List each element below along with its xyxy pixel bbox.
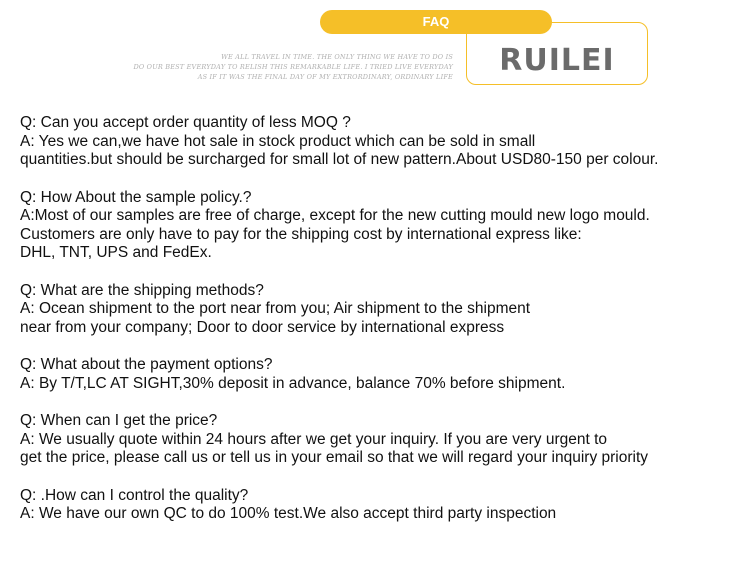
faq-answer-line: A: By T/T,LC AT SIGHT,30% deposit in advance, balance 70% before shipment. — [20, 374, 566, 392]
faq-answer-line: quantities.but should be surcharged for small lot of new pattern.About USD80-150 per colour. — [20, 151, 659, 168]
faq-question: Q: How About the sample policy.? — [20, 188, 252, 206]
faq-list — [20, 114, 740, 543]
faq-item-payment — [20, 356, 740, 393]
faq-answer-line: A:Most of our samples are free of charge, except for the new cutting mould new logo mould. — [20, 207, 650, 224]
faq-answer-line: A: Ocean shipment to the port near from you; Air shipment to the shipment — [20, 300, 531, 317]
faq-question: Q: Can you accept order quantity of less MOQ ? — [20, 114, 351, 131]
slogan — [95, 52, 453, 82]
faq-answer-line: near from your company; Door to door service by international express — [20, 318, 505, 336]
faq-item-shipping — [20, 282, 740, 338]
faq-item-quality — [20, 487, 740, 524]
faq-answer-line: DHL, TNT, UPS and FedEx. — [20, 244, 212, 261]
faq-item-sample-policy — [20, 189, 740, 263]
faq-answer-line: A: We usually quote within 24 hours after we get your inquiry. If you are very urgent to — [20, 430, 608, 448]
slogan-line: AS IF IT WAS THE FINAL DAY OF MY EXTRORDINARY, ORDINARY LIFE — [197, 73, 453, 81]
faq-question: Q: .How can I control the quality? — [20, 486, 249, 504]
faq-answer-line: Customers are only have to pay for the shipping cost by international express like: — [20, 225, 582, 243]
faq-badge: FAQ — [320, 10, 552, 34]
slogan-line: DO OUR BEST EVERYDAY TO RELISH THIS REMARKABLE LIFE. I TRIED LIVE EVERYDAY — [133, 63, 453, 71]
faq-answer-line: A: Yes we can,we have hot sale in stock product which can be sold in small — [20, 132, 536, 150]
faq-question: Q: What are the shipping methods? — [20, 281, 264, 299]
faq-answer-line: get the price, please call us or tell us in your email so that we will regard your inquiry priority — [20, 449, 649, 466]
faq-question: Q: What about the payment options? — [20, 356, 273, 373]
faq-answer-line: A: We have our own QC to do 100% test.We also accept third party inspection — [20, 505, 557, 522]
faq-item-price — [20, 412, 740, 468]
slogan-line: WE ALL TRAVEL IN TIME. THE ONLY THING WE HAVE TO DO IS — [221, 53, 453, 61]
faq-item-moq — [20, 114, 740, 170]
faq-question: Q: When can I get the price? — [20, 412, 218, 429]
brand-name: RUILEI — [499, 43, 615, 78]
